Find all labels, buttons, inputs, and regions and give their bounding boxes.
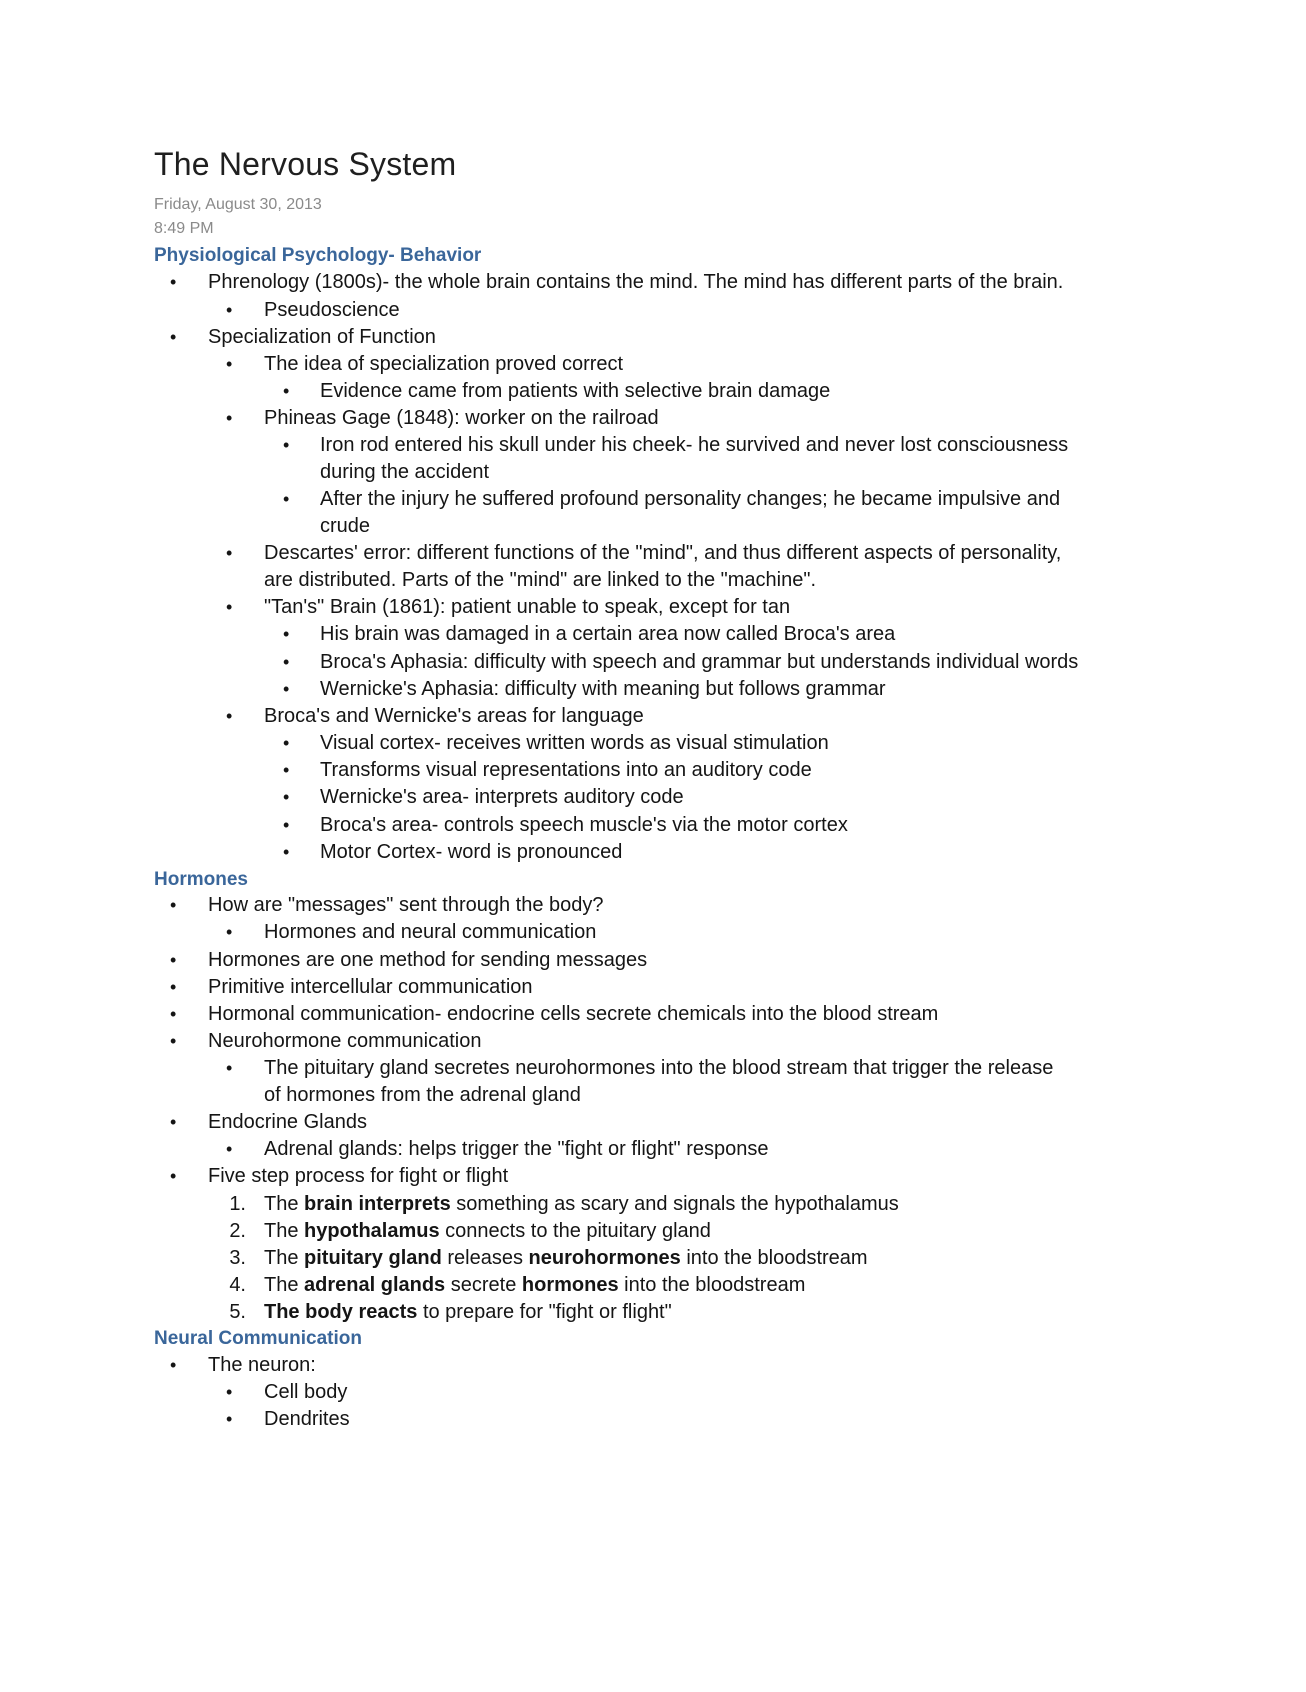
bullet-glyph: • xyxy=(283,435,290,455)
list-item-l2-cont: of hormones from the adrenal gland xyxy=(264,1084,581,1106)
step-text: The adrenal glands secrete hormones into the bloodstream xyxy=(264,1274,806,1296)
list-item-l2: Broca's and Wernicke's areas for language xyxy=(264,705,644,727)
bullet-glyph: • xyxy=(226,1139,233,1159)
list-item-l1: Phrenology (1800s)- the whole brain contains the mind. The mind has different parts of the brain. xyxy=(208,271,1064,293)
page-date: Friday, August 30, 2013 xyxy=(154,196,322,213)
bullet-glyph: • xyxy=(283,760,290,780)
list-item-l3: His brain was damaged in a certain area now called Broca's area xyxy=(320,623,896,645)
list-item-l2: Pseudoscience xyxy=(264,299,400,321)
list-item-l2: Cell body xyxy=(264,1381,348,1403)
list-item-l1: Primitive intercellular communication xyxy=(208,976,533,998)
list-item-l3-cont: crude xyxy=(320,515,371,537)
list-item-l2: The idea of specialization proved correct xyxy=(264,353,624,375)
bullet-glyph: • xyxy=(283,815,290,835)
bullet-glyph: • xyxy=(226,354,233,374)
section-heading-neural-communication: Neural Communication xyxy=(154,1328,362,1349)
list-item-l2: Phineas Gage (1848): worker on the railroad xyxy=(264,407,659,429)
bullet-glyph: • xyxy=(170,272,177,292)
bullet-glyph: • xyxy=(226,706,233,726)
bullet-glyph: • xyxy=(226,1409,233,1429)
list-item-l1: The neuron: xyxy=(208,1354,316,1376)
bullet-glyph: • xyxy=(226,543,233,563)
bullet-glyph: • xyxy=(226,408,233,428)
list-item-l2: Descartes' error: different functions of the "mind", and thus different aspects of personality, xyxy=(264,542,1062,564)
bullet-glyph: • xyxy=(170,1355,177,1375)
bullet-glyph: • xyxy=(170,977,177,997)
bullet-glyph: • xyxy=(226,597,233,617)
list-item-l1: Hormones are one method for sending messages xyxy=(208,949,648,971)
step-number: 5. xyxy=(229,1301,246,1323)
list-item-l3: Evidence came from patients with selective brain damage xyxy=(320,380,831,402)
step-text: The pituitary gland releases neurohormones into the bloodstream xyxy=(264,1247,868,1269)
bullet-glyph: • xyxy=(283,489,290,509)
list-item-l3: Wernicke's area- interprets auditory code xyxy=(320,786,684,808)
section-heading-physiological-psychology: Physiological Psychology- Behavior xyxy=(154,245,482,266)
section-heading-hormones: Hormones xyxy=(154,869,248,890)
step-number: 4. xyxy=(229,1274,246,1296)
bullet-glyph: • xyxy=(170,950,177,970)
list-item-l3: After the injury he suffered profound personality changes; he became impulsive and xyxy=(320,488,1061,510)
list-item-l3: Broca's Aphasia: difficulty with speech and grammar but understands individual words xyxy=(320,651,1079,673)
list-item-l3: Visual cortex- receives written words as visual stimulation xyxy=(320,732,829,754)
list-item-l1: Neurohormone communication xyxy=(208,1030,482,1052)
list-item-l3-cont: during the accident xyxy=(320,461,490,483)
list-item-l1: Hormonal communication- endocrine cells secrete chemicals into the blood stream xyxy=(208,1003,939,1025)
list-item-l2: Hormones and neural communication xyxy=(264,921,597,943)
bullet-glyph: • xyxy=(170,1112,177,1132)
bullet-glyph: • xyxy=(170,327,177,347)
list-item-l1: Specialization of Function xyxy=(208,326,436,348)
list-item-l3: Motor Cortex- word is pronounced xyxy=(320,841,623,863)
bullet-glyph: • xyxy=(283,652,290,672)
step-number: 1. xyxy=(229,1193,246,1215)
page-time: 8:49 PM xyxy=(154,220,214,237)
bullet-glyph: • xyxy=(170,1031,177,1051)
bullet-glyph: • xyxy=(283,787,290,807)
step-text: The brain interprets something as scary and signals the hypothalamus xyxy=(264,1193,899,1215)
list-item-l2: Adrenal glands: helps trigger the "fight or flight" response xyxy=(264,1138,769,1160)
bullet-glyph: • xyxy=(283,679,290,699)
bullet-glyph: • xyxy=(226,1382,233,1402)
list-item-l2: "Tan's" Brain (1861): patient unable to speak, except for tan xyxy=(264,596,791,618)
bullet-glyph: • xyxy=(170,1166,177,1186)
step-number: 3. xyxy=(229,1247,246,1269)
list-item-l1: Five step process for fight or flight xyxy=(208,1165,509,1187)
list-item-l2: The pituitary gland secretes neurohormones into the blood stream that trigger the release xyxy=(264,1057,1054,1079)
bullet-glyph: • xyxy=(283,733,290,753)
bullet-glyph: • xyxy=(283,624,290,644)
list-item-l2: Dendrites xyxy=(264,1408,350,1430)
page-title: The Nervous System xyxy=(154,146,457,182)
bullet-glyph: • xyxy=(283,381,290,401)
bullet-glyph: • xyxy=(226,300,233,320)
list-item-l3: Wernicke's Aphasia: difficulty with meaning but follows grammar xyxy=(320,678,886,700)
list-item-l3: Broca's area- controls speech muscle's via the motor cortex xyxy=(320,814,848,836)
list-item-l3: Transforms visual representations into an auditory code xyxy=(320,759,812,781)
bullet-glyph: • xyxy=(170,895,177,915)
step-text: The hypothalamus connects to the pituitary gland xyxy=(264,1220,711,1242)
list-item-l1: How are "messages" sent through the body? xyxy=(208,894,604,916)
list-item-l3: Iron rod entered his skull under his cheek- he survived and never lost consciousness xyxy=(320,434,1069,456)
bullet-glyph: • xyxy=(170,1004,177,1024)
bullet-glyph: • xyxy=(226,922,233,942)
list-item-l1: Endocrine Glands xyxy=(208,1111,367,1133)
bullet-glyph: • xyxy=(226,1058,233,1078)
list-item-l2-cont: are distributed. Parts of the "mind" are linked to the "machine". xyxy=(264,569,817,591)
bullet-glyph: • xyxy=(283,842,290,862)
step-number: 2. xyxy=(229,1220,246,1242)
step-text: The body reacts to prepare for "fight or flight" xyxy=(264,1301,672,1323)
